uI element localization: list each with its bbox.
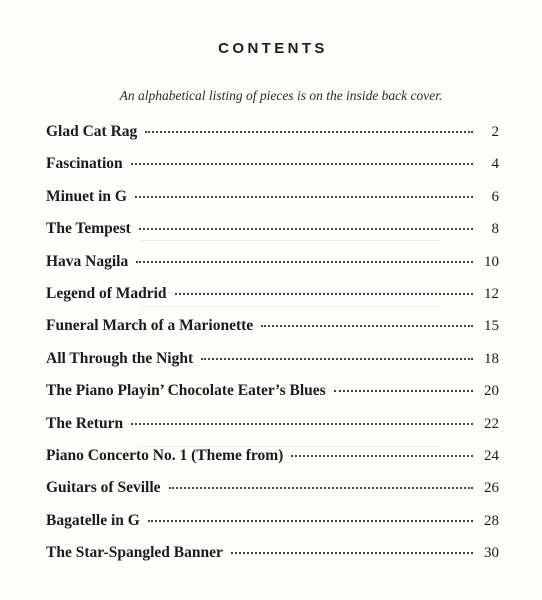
toc-entry <box>46 447 499 479</box>
toc-entry <box>46 415 499 447</box>
toc-entry-page: 2 <box>491 124 499 140</box>
toc-entry <box>46 253 499 285</box>
toc-entry-title: The Return <box>46 414 124 432</box>
toc-entry-page: 24 <box>484 447 499 464</box>
toc-entry <box>46 188 499 220</box>
dot-leader <box>175 293 473 295</box>
dot-leader <box>148 520 473 522</box>
toc-entry-page: 22 <box>484 415 499 432</box>
toc-entry-page: 18 <box>484 350 499 367</box>
dot-leader <box>131 423 473 425</box>
dot-leader <box>291 455 473 457</box>
toc-entry <box>46 350 499 382</box>
toc-entry-page: 20 <box>484 383 499 400</box>
toc-entry-title: Glad Cat Rag <box>46 123 138 140</box>
toc-entry-title: Minuet in G <box>46 187 127 205</box>
toc-entry-title: Bagatelle in G <box>46 511 140 529</box>
toc-entry <box>46 544 499 576</box>
toc-entry <box>46 317 499 349</box>
toc-entry-title: Piano Concerto No. 1 (Theme from) <box>46 446 284 464</box>
toc-entry-title: The Piano Playin’ Chocolate Eater’s Blues <box>46 382 326 400</box>
toc-entry-page: 4 <box>491 156 499 173</box>
toc-entry-title: The Star-Spangled Banner <box>46 544 223 562</box>
toc-entry-page: 15 <box>484 318 499 335</box>
dot-leader <box>201 358 473 360</box>
toc-entry <box>46 285 499 317</box>
dot-leader <box>145 131 473 133</box>
dot-leader <box>334 390 473 392</box>
table-of-contents <box>46 123 499 576</box>
toc-entry-page: 8 <box>491 221 499 238</box>
toc-entry <box>46 382 499 414</box>
toc-entry <box>46 479 499 511</box>
toc-entry-page: 28 <box>484 512 499 529</box>
dot-leader <box>135 196 473 198</box>
dot-leader <box>139 228 473 230</box>
dot-leader <box>136 261 473 263</box>
toc-entry <box>46 155 499 187</box>
toc-entry-title: Fascination <box>46 155 123 173</box>
dot-leader <box>169 487 473 489</box>
page-subtitle: An alphabetical listing of pieces is on the inside back cover. <box>119 88 443 103</box>
toc-entry-title: The Tempest <box>46 220 131 238</box>
toc-entry-title: All Through the Night <box>46 349 194 367</box>
toc-entry-title: Legend of Madrid <box>46 284 167 302</box>
toc-entry <box>46 512 499 544</box>
toc-entry <box>46 123 499 155</box>
toc-entry-page: 6 <box>491 188 499 205</box>
dot-leader <box>231 552 473 554</box>
toc-entry-title: Guitars of Seville <box>46 479 161 497</box>
dot-leader <box>131 163 473 165</box>
toc-entry-page: 12 <box>484 285 499 302</box>
toc-entry-title: Funeral March of a Marionette <box>46 317 254 335</box>
toc-entry-page: 30 <box>484 545 499 562</box>
toc-entry-page: 26 <box>484 480 499 497</box>
dot-leader <box>261 325 473 327</box>
toc-entry-title: Hava Nagila <box>46 252 129 270</box>
toc-entry-page: 10 <box>484 253 499 270</box>
page-heading: CONTENTS <box>218 40 328 57</box>
toc-entry <box>46 220 499 252</box>
